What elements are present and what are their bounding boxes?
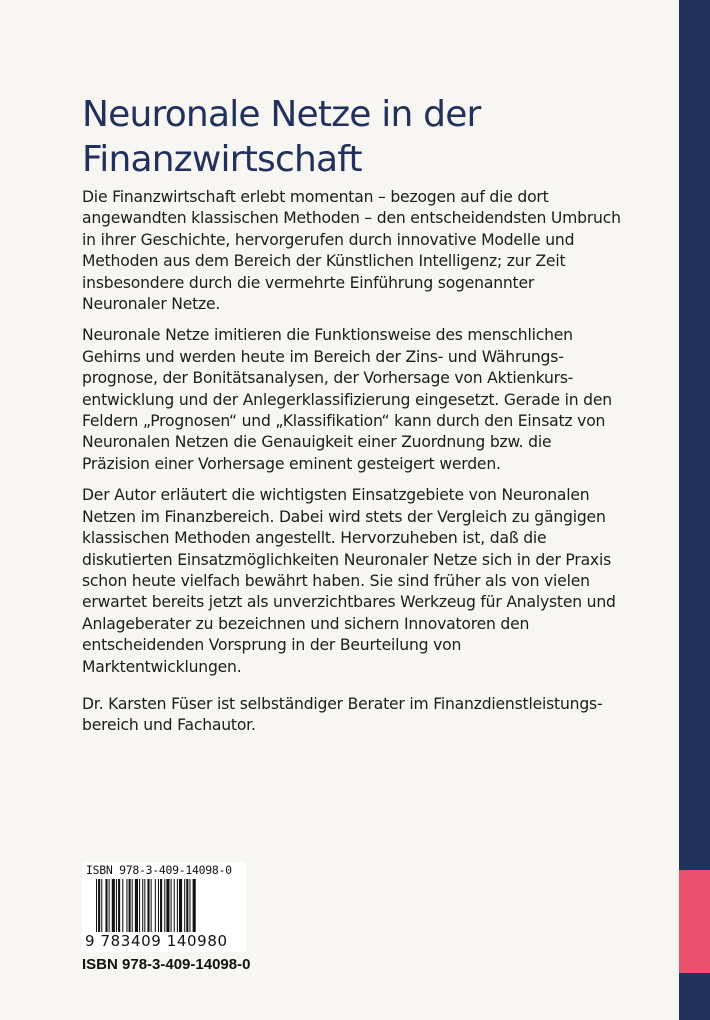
- ean-digits: 9 783409 140980: [85, 932, 228, 950]
- blurb-paragraph-2: Neuronale Netze imitieren die Funktionsweise des menschlichen Gehirns und werden heute im Bereich der Zins- und Währungsprognose, der Bonitätsanalysen, der Vorhersage von Aktienkursentwicklung und der Anlegerklassifizierung eingesetzt. Gerade in den Feldern „Prognosen“ und „Klassifikation“ kann durch den Einsatz von Neuronalen Netzen die Genauigkeit einer Zuordnung bzw. die Präzision einer Vorhersage eminent gesteigert werden.: [82, 326, 612, 473]
- isbn-top-label: ISBN 978-3-409-14098-0: [86, 863, 232, 877]
- spine-band: [679, 0, 710, 1020]
- barcode-block: [82, 862, 246, 952]
- spine-accent-block: [679, 870, 710, 973]
- blurb-text: [82, 187, 622, 747]
- author-bio: Dr. Karsten Füser ist selbständiger Berater im Finanzdienstleistungsbereich und Fachautor.: [82, 694, 603, 735]
- blurb-paragraph-1: Die Finanzwirtschaft erlebt momentan – bezogen auf die dort angewandten klassischen Methoden – den entscheidendsten Umbruch in ihrer Geschichte, hervorgerufen durch innovative Modelle und Methoden aus dem Bereich der Künstlichen Intelligenz; zur Zeit insbesondere durch die vermehrte Einführung sogenannter Neuronaler Netze.: [82, 188, 621, 314]
- book-title: Neuronale Netze in der Finanzwirtschaft: [82, 94, 481, 180]
- barcode-icon: [96, 879, 240, 937]
- isbn-bottom-label: ISBN 978-3-409-14098-0: [82, 956, 251, 973]
- blurb-paragraph-3: Der Autor erläutert die wichtigsten Einsatzgebiete von Neuronalen Netzen im Finanzbereich. Dabei wird stets der Vergleich zu gängigen klassischen Methoden angestellt. Hervorzuheben ist, daß die diskutierten Einsatzmöglichkeiten Neuronaler Netze sich in der Praxis schon heute vielfach bewährt haben. Sie sind früher als von vielen erwartet bereits jetzt als unverzichtbares Werkzeug für Analysten und Anlageberater zu bezeichnen und sichern Innovatoren den entscheidenden Vorsprung in der Beurteilung von Marktentwicklungen.: [82, 486, 616, 676]
